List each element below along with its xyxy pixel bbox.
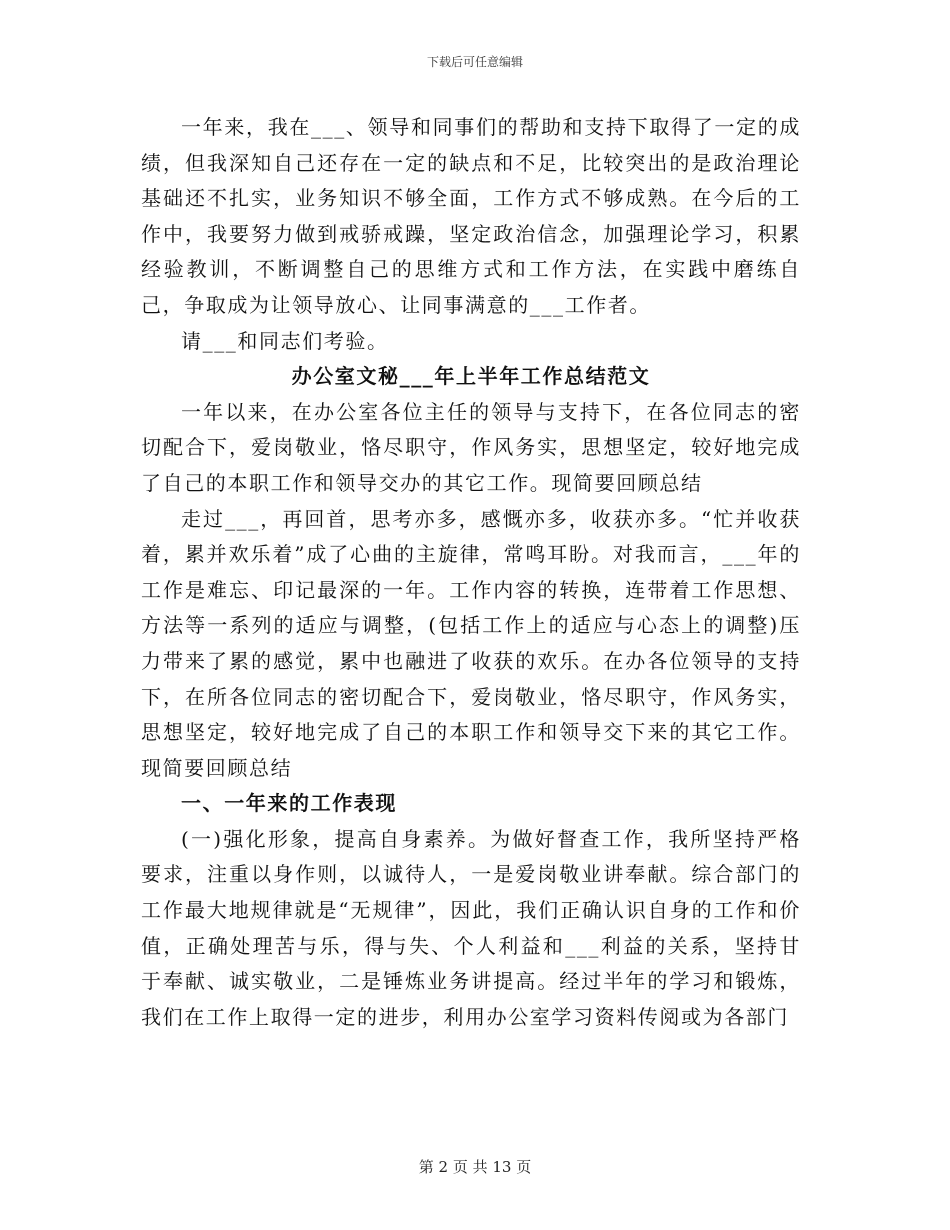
paragraph-5: (一)强化形象，提高自身素养。为做好督查工作，我所坚持严格要求，注重以身作则，以诚待人，一是爱岗敬业讲奉献。综合部门的工作最大地规律就是“无规律”，因此，我们正确认识自身的工作和价值，正确处理苦与乐，得与失、个人利益和___利益的关系，坚持甘于奉献、诚实敬业，二是锤炼业务讲提高。经过半年的学习和锻炼，我们在工作上取得一定的进步，利用办公室学习资料传阅或为各部门 [141,826,801,1029]
document-body [141,110,801,1035]
paragraph-3: 一年以来，在办公室各位主任的领导与支持下，在各位同志的密切配合下，爱岗敬业，恪尽职守，作风务实，思想坚定，较好地完成了自己的本职工作和领导交办的其它工作。现简要回顾总结 [141,399,801,495]
document-title: 办公室文秘___年上半年工作总结范文 [291,364,651,389]
page-footer: 第 2 页 共 13 页 [418,1158,532,1176]
paragraph-1: 一年来，我在___、领导和同事们的帮助和支持下取得了一定的成绩，但我深知自己还存在一定的缺点和不足，比较突出的是政治理论基础还不扎实，业务知识不够全面，工作方式不够成熟。在今后的工作中，我要努力做到戒骄戒躁，坚定政治信念，加强理论学习，积累经验教训，不断调整自己的思维方式和工作方法，在实践中磨练自己，争取成为让领导放心、让同事满意的___工作者。 [141,115,801,317]
page-header: 下载后可任意编辑 [426,55,523,69]
section-heading-1: 一、一年来的工作表现 [181,791,397,816]
paragraph-4: 走过___，再回首，思考亦多，感慨亦多，收获亦多。“忙并收获着，累并欢乐着”成了心曲的主旋律，常鸣耳盼。对我而言，___年的工作是难忘、印记最深的一年。工作内容的转换，连带着工作思想、方法等一系列的适应与调整，(包括工作上的适应与心态上的调整)压力带来了累的感觉，累中也融进了收获的欢乐。在办各位领导的支持下，在所各位同志的密切配合下，爱岗敬业，恪尽职守，作风务实，思想坚定，较好地完成了自己的本职工作和领导交下来的其它工作。现简要回顾总结 [141,506,801,780]
paragraph-2: 请___和同志们考验。 [181,328,389,353]
